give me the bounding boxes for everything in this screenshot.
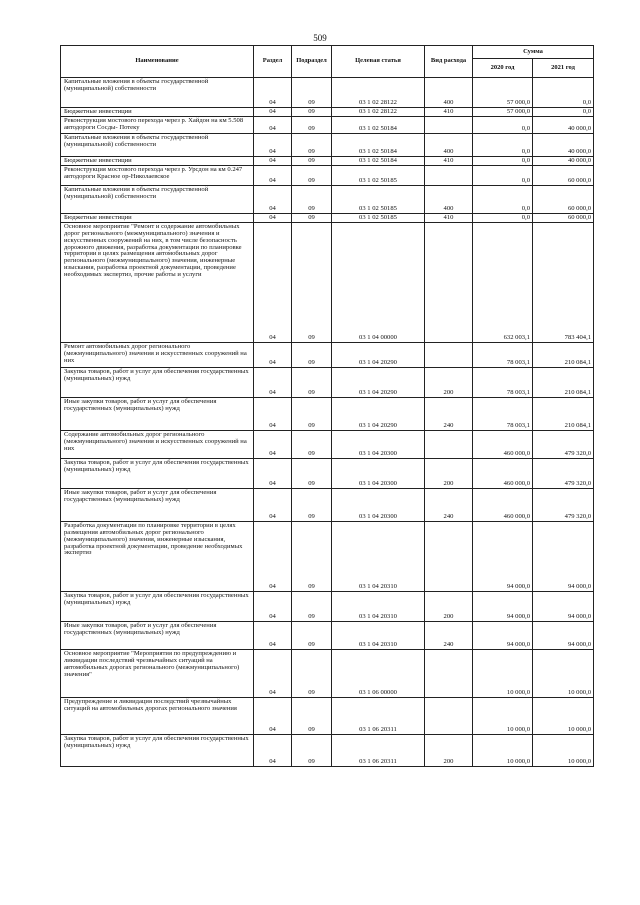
row-name: Капитальные вложения в объекты государственной (муниципальной) собственности [64, 133, 209, 148]
amount-2020-cell: 94 000,0 [473, 521, 533, 591]
name-cell [61, 621, 254, 649]
expense-type-cell: 200 [425, 734, 473, 766]
expense-type-cell [425, 165, 473, 185]
expense-type-cell: 200 [425, 591, 473, 621]
amount-2021-cell: 60 000,0 [533, 213, 594, 222]
table-row [61, 430, 594, 458]
amount-2021-cell: 479 320,0 [533, 430, 594, 458]
amount-2021-cell: 10 000,0 [533, 697, 594, 734]
section-cell: 04 [254, 397, 292, 430]
subsection-cell: 09 [292, 591, 332, 621]
subsection-cell: 09 [292, 697, 332, 734]
name-cell [61, 488, 254, 521]
subsection-cell: 09 [292, 488, 332, 521]
name-cell [61, 430, 254, 458]
target-cell: 03 1 04 20300 [332, 430, 425, 458]
amount-2020-cell: 0,0 [473, 165, 533, 185]
subsection-cell: 09 [292, 133, 332, 156]
amount-2021-cell: 10 000,0 [533, 649, 594, 697]
section-cell: 04 [254, 213, 292, 222]
row-name: Разработка документации по планировке территории в целях размещения автомобильных дорог регионального (межмуниципального) значения, инженерные изыскания, разработка проектной документации, проведение необходимых экспертиз [64, 521, 243, 557]
table-row [61, 734, 594, 766]
name-cell [61, 116, 254, 133]
name-cell [61, 165, 254, 185]
name-cell [61, 367, 254, 397]
table-row [61, 458, 594, 488]
name-cell [61, 649, 254, 697]
section-cell: 04 [254, 367, 292, 397]
subsection-cell: 09 [292, 458, 332, 488]
target-cell: 03 1 02 28122 [332, 108, 425, 117]
target-cell: 03 1 04 20310 [332, 621, 425, 649]
row-name: Предупреждение и ликвидация последствий чрезвычайных ситуаций на автомобильных дорогах регионального значения [64, 697, 237, 712]
expense-type-cell: 400 [425, 133, 473, 156]
row-name: Иные закупки товаров, работ и услуг для обеспечения государственных (муниципальных) нужд [64, 621, 217, 636]
section-cell: 04 [254, 165, 292, 185]
target-cell: 03 1 02 50185 [332, 213, 425, 222]
name-cell [61, 591, 254, 621]
amount-2021-cell: 40 000,0 [533, 133, 594, 156]
subsection-cell: 09 [292, 156, 332, 165]
amount-2020-cell: 78 003,1 [473, 397, 533, 430]
page-number: 509 [313, 33, 327, 43]
row-name: Содержание автомобильных дорог регионального (межмуниципального) значения и искусственных сооружений на них [64, 430, 247, 452]
subsection-cell: 09 [292, 78, 332, 108]
amount-2021-cell: 0,0 [533, 78, 594, 108]
name-cell [61, 342, 254, 367]
target-cell: 03 1 06 20311 [332, 734, 425, 766]
target-cell: 03 1 02 50185 [332, 165, 425, 185]
expense-type-cell: 400 [425, 185, 473, 213]
section-cell: 04 [254, 521, 292, 591]
amount-2021-cell: 94 000,0 [533, 521, 594, 591]
section-cell: 04 [254, 185, 292, 213]
amount-2021-cell: 94 000,0 [533, 591, 594, 621]
subsection-cell: 09 [292, 222, 332, 342]
target-cell: 03 1 04 20300 [332, 458, 425, 488]
amount-2020-cell: 0,0 [473, 133, 533, 156]
expense-type-cell: 240 [425, 397, 473, 430]
section-cell: 04 [254, 621, 292, 649]
expense-type-cell: 400 [425, 78, 473, 108]
header-name: Наименование [61, 46, 254, 78]
target-cell: 03 1 06 00000 [332, 649, 425, 697]
amount-2020-cell: 0,0 [473, 185, 533, 213]
section-cell: 04 [254, 458, 292, 488]
expense-type-cell [425, 116, 473, 133]
amount-2021-cell: 94 000,0 [533, 621, 594, 649]
amount-2021-cell: 210 084,1 [533, 367, 594, 397]
expense-type-cell [425, 697, 473, 734]
expense-type-cell [425, 649, 473, 697]
header-amount: Сумма [473, 46, 594, 59]
section-cell: 04 [254, 430, 292, 458]
header-target: Целевая статья [332, 46, 425, 78]
table-row [61, 108, 594, 117]
subsection-cell: 09 [292, 734, 332, 766]
subsection-cell: 09 [292, 185, 332, 213]
table-row [61, 213, 594, 222]
amount-2020-cell: 0,0 [473, 213, 533, 222]
header-section: Раздел [254, 46, 292, 78]
subsection-cell: 09 [292, 108, 332, 117]
target-cell: 03 1 02 50184 [332, 116, 425, 133]
table-row [61, 649, 594, 697]
amount-2020-cell: 78 003,1 [473, 342, 533, 367]
expense-type-cell: 410 [425, 156, 473, 165]
name-cell [61, 185, 254, 213]
table-row [61, 621, 594, 649]
amount-2020-cell: 0,0 [473, 116, 533, 133]
amount-2021-cell: 479 320,0 [533, 458, 594, 488]
row-name: Бюджетные инвестиции [64, 156, 132, 164]
table-row [61, 591, 594, 621]
amount-2020-cell: 632 003,1 [473, 222, 533, 342]
table-row [61, 342, 594, 367]
target-cell: 03 1 04 20290 [332, 397, 425, 430]
expense-type-cell: 200 [425, 458, 473, 488]
row-name: Ремонт автомобильных дорог регионального (межмуниципального) значения и искусственных сооружений на них [64, 342, 247, 364]
amount-2020-cell: 94 000,0 [473, 621, 533, 649]
amount-2020-cell: 460 000,0 [473, 430, 533, 458]
row-name: Иные закупки товаров, работ и услуг для обеспечения государственных (муниципальных) нужд [64, 397, 217, 412]
subsection-cell: 09 [292, 367, 332, 397]
header-year-2020: 2020 год [473, 59, 533, 78]
amount-2020-cell: 57 000,0 [473, 108, 533, 117]
name-cell [61, 222, 254, 342]
table-row [61, 165, 594, 185]
target-cell: 03 1 06 20311 [332, 697, 425, 734]
amount-2021-cell: 783 404,1 [533, 222, 594, 342]
expense-type-cell [425, 342, 473, 367]
name-cell [61, 133, 254, 156]
expense-type-cell: 240 [425, 621, 473, 649]
name-cell [61, 521, 254, 591]
table-row [61, 116, 594, 133]
section-cell: 04 [254, 649, 292, 697]
table-row [61, 697, 594, 734]
amount-2021-cell: 40 000,0 [533, 116, 594, 133]
section-cell: 04 [254, 342, 292, 367]
table-row [61, 185, 594, 213]
target-cell: 03 1 04 00000 [332, 222, 425, 342]
section-cell: 04 [254, 133, 292, 156]
amount-2021-cell: 60 000,0 [533, 165, 594, 185]
table-row [61, 521, 594, 591]
amount-2020-cell: 10 000,0 [473, 649, 533, 697]
subsection-cell: 09 [292, 213, 332, 222]
row-name: Основное мероприятие "Ремонт и содержание автомобильных дорог регионального (межмуниципального) значения и искусственных сооружений на них, в том числе безопасность дорожного движения, разработка документации по планировке территории в целях размещения автомобильных дорог регионального (межмуниципального) значения, инженерные изыскания, разработка проектной документации, проведение необходимых экспертиз, прочие работы и услуги [64, 222, 242, 279]
section-cell: 04 [254, 222, 292, 342]
section-cell: 04 [254, 108, 292, 117]
subsection-cell: 09 [292, 342, 332, 367]
row-name: Закупка товаров, работ и услуг для обеспечения государственных (муниципальных) нужд [64, 734, 249, 749]
section-cell: 04 [254, 156, 292, 165]
section-cell: 04 [254, 734, 292, 766]
section-cell: 04 [254, 488, 292, 521]
target-cell: 03 1 04 20300 [332, 488, 425, 521]
name-cell [61, 78, 254, 108]
section-cell: 04 [254, 78, 292, 108]
budget-table [60, 45, 594, 767]
amount-2020-cell: 10 000,0 [473, 734, 533, 766]
table-row [61, 133, 594, 156]
expense-type-cell: 410 [425, 108, 473, 117]
table-row [61, 488, 594, 521]
target-cell: 03 1 02 28122 [332, 78, 425, 108]
target-cell: 03 1 02 50184 [332, 156, 425, 165]
target-cell: 03 1 04 20310 [332, 591, 425, 621]
section-cell: 04 [254, 116, 292, 133]
row-name: Капитальные вложения в объекты государственной (муниципальной) собственности [64, 78, 209, 92]
row-name: Реконструкция мостового перехода через р. Хайдон на км 5.508 автодороги Сосды- Потеку [64, 116, 244, 131]
amount-2021-cell: 210 084,1 [533, 397, 594, 430]
target-cell: 03 1 02 50184 [332, 133, 425, 156]
target-cell: 03 1 04 20290 [332, 342, 425, 367]
amount-2020-cell: 460 000,0 [473, 488, 533, 521]
name-cell [61, 156, 254, 165]
expense-type-cell [425, 521, 473, 591]
header-expense-type: Вид расхода [425, 46, 473, 78]
name-cell [61, 213, 254, 222]
amount-2021-cell: 60 000,0 [533, 185, 594, 213]
section-cell: 04 [254, 591, 292, 621]
amount-2021-cell: 479 320,0 [533, 488, 594, 521]
header-subsection: Подраздел [292, 46, 332, 78]
row-name: Закупка товаров, работ и услуг для обеспечения государственных (муниципальных) нужд [64, 591, 249, 606]
header-year-2021: 2021 год [533, 59, 594, 78]
row-name: Основное мероприятие "Мероприятия по предупреждению и ликвидации последствий чрезвычайных ситуаций на автомобильных дорогах регионального (межмуниципального) значения" [64, 649, 240, 678]
name-cell [61, 397, 254, 430]
row-name: Реконструкция мостового перехода через р. Урсдон на км 0.247 автодороги Красное ор-Николаевское [64, 165, 243, 180]
amount-2021-cell: 210 084,1 [533, 342, 594, 367]
subsection-cell: 09 [292, 397, 332, 430]
amount-2021-cell: 0,0 [533, 108, 594, 117]
amount-2020-cell: 10 000,0 [473, 697, 533, 734]
row-name: Бюджетные инвестиции [64, 213, 132, 221]
subsection-cell: 09 [292, 430, 332, 458]
amount-2020-cell: 57 000,0 [473, 78, 533, 108]
row-name: Иные закупки товаров, работ и услуг для обеспечения государственных (муниципальных) нужд [64, 488, 217, 503]
expense-type-cell [425, 430, 473, 458]
amount-2020-cell: 0,0 [473, 156, 533, 165]
expense-type-cell: 240 [425, 488, 473, 521]
subsection-cell: 09 [292, 116, 332, 133]
target-cell: 03 1 02 50185 [332, 185, 425, 213]
name-cell [61, 734, 254, 766]
row-name: Закупка товаров, работ и услуг для обеспечения государственных (муниципальных) нужд [64, 367, 249, 382]
amount-2021-cell: 10 000,0 [533, 734, 594, 766]
amount-2021-cell: 40 000,0 [533, 156, 594, 165]
row-name: Капитальные вложения в объекты государственной (муниципальной) собственности [64, 185, 209, 200]
name-cell [61, 108, 254, 117]
table-row [61, 78, 594, 108]
amount-2020-cell: 78 003,1 [473, 367, 533, 397]
expense-type-cell: 410 [425, 213, 473, 222]
target-cell: 03 1 04 20290 [332, 367, 425, 397]
table-row [61, 156, 594, 165]
table-row [61, 397, 594, 430]
amount-2020-cell: 94 000,0 [473, 591, 533, 621]
expense-type-cell [425, 222, 473, 342]
amount-2020-cell: 460 000,0 [473, 458, 533, 488]
section-cell: 04 [254, 697, 292, 734]
row-name: Закупка товаров, работ и услуг для обеспечения государственных (муниципальных) нужд [64, 458, 249, 473]
name-cell [61, 458, 254, 488]
subsection-cell: 09 [292, 165, 332, 185]
row-name: Бюджетные инвестиции [64, 108, 132, 115]
table-row [61, 367, 594, 397]
subsection-cell: 09 [292, 649, 332, 697]
subsection-cell: 09 [292, 521, 332, 591]
target-cell: 03 1 04 20310 [332, 521, 425, 591]
name-cell [61, 697, 254, 734]
expense-type-cell: 200 [425, 367, 473, 397]
subsection-cell: 09 [292, 621, 332, 649]
table-row [61, 222, 594, 342]
